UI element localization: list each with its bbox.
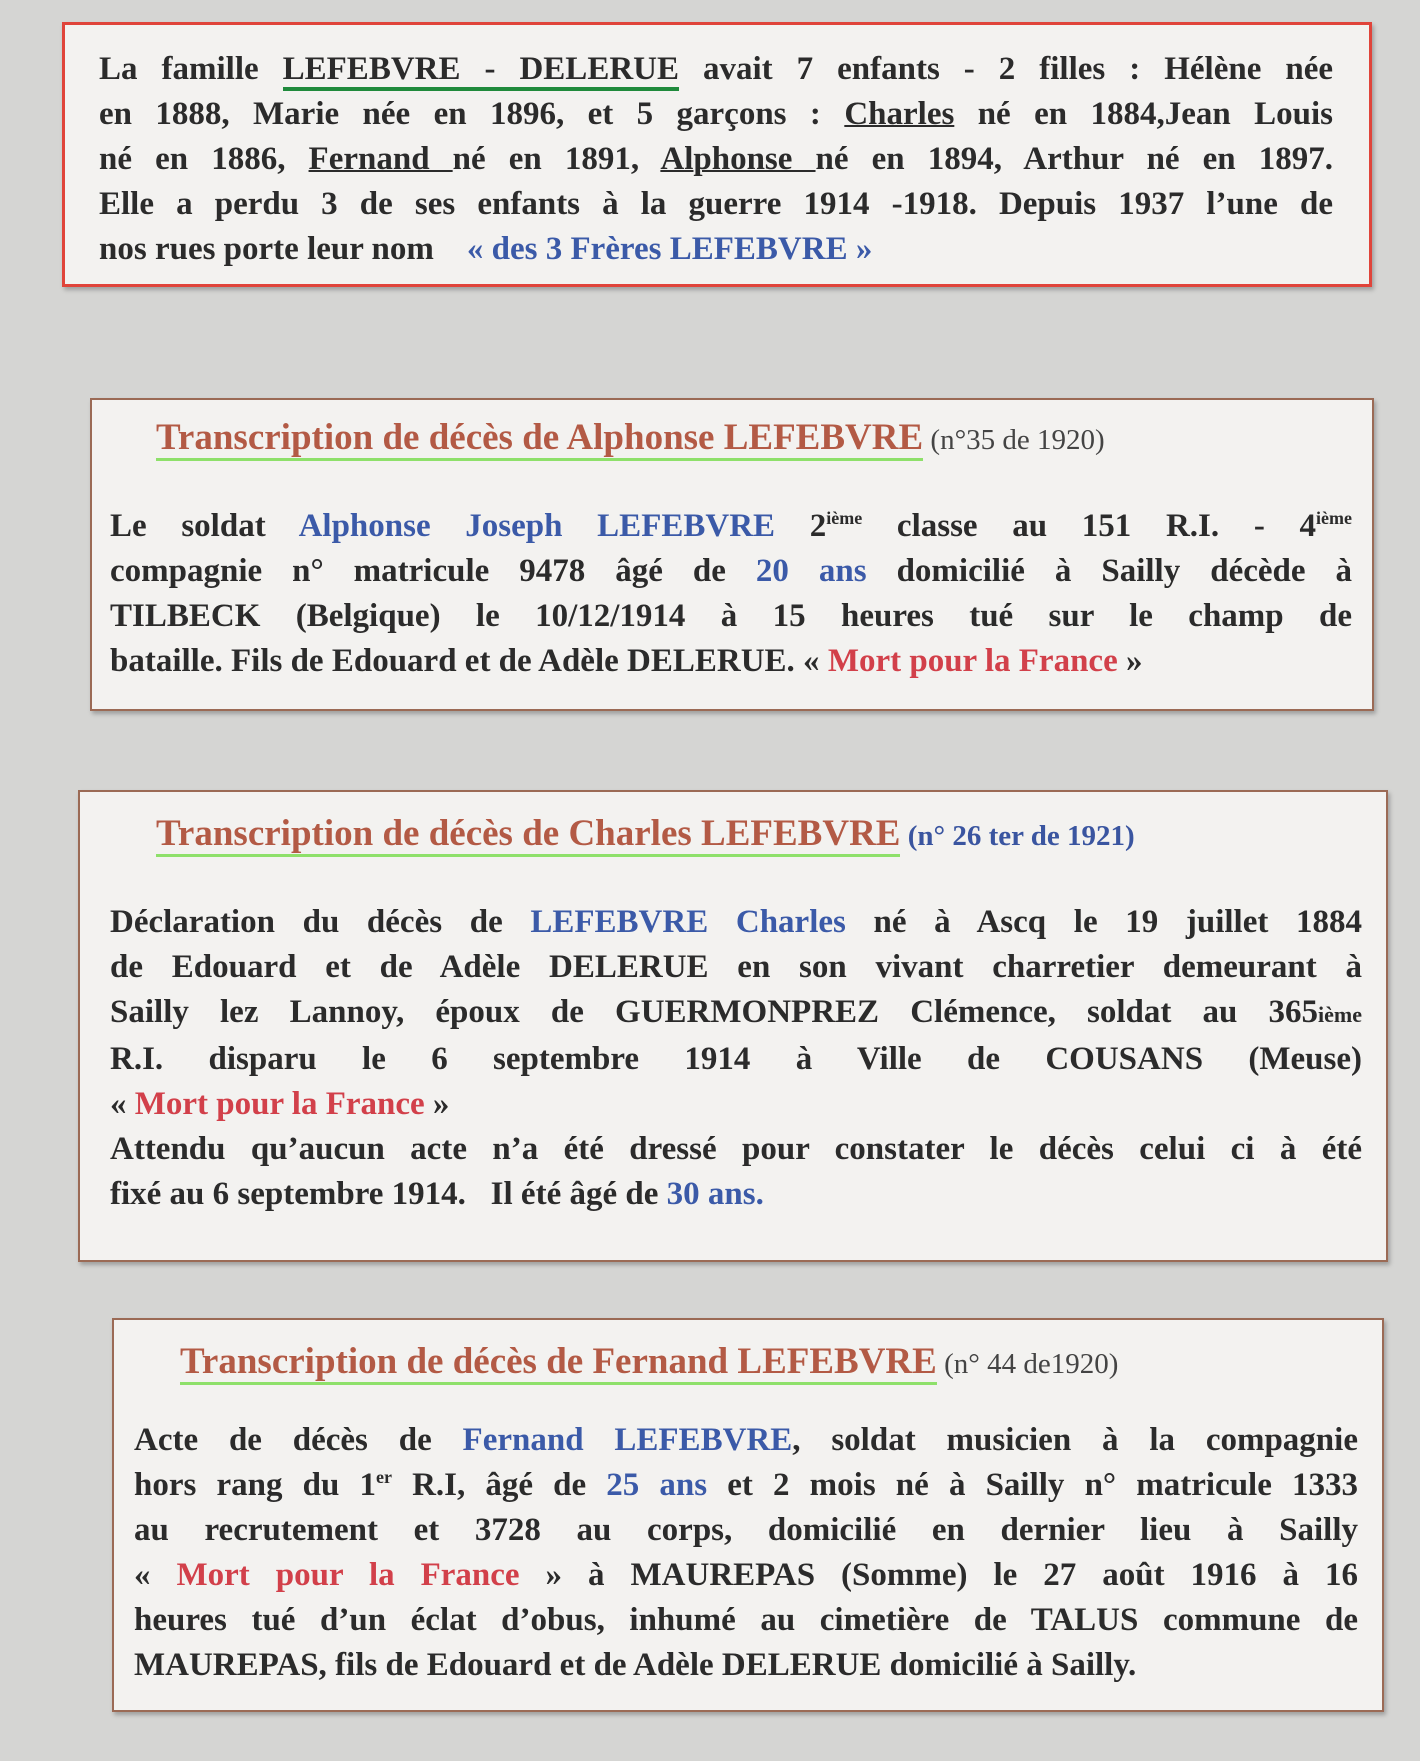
text-segment: Déclaration du décès de bbox=[110, 904, 531, 940]
highlighted-text: LEFEBVRE Charles bbox=[530, 904, 846, 940]
text-segment: ième bbox=[826, 508, 863, 528]
text-segment: compagnie n° matricule 9478 âgé de bbox=[110, 553, 756, 589]
text-segment: R.I. disparu le 6 septembre 1914 à Ville de COUSANS (Meuse) bbox=[110, 1041, 1362, 1077]
text-segment: fixé au 6 septembre 1914. Il été âgé de bbox=[110, 1176, 667, 1212]
text-segment: TILBECK (Belgique) le 10/12/1914 à 15 heures tué sur le champ de bbox=[110, 598, 1352, 634]
text-segment: MAUREPAS, fils de Edouard et de Adèle DELERUE domicilié à Sailly. bbox=[134, 1647, 1137, 1683]
text-segment: » bbox=[424, 1086, 450, 1122]
text-segment: né en 1884,Jean Louis bbox=[954, 96, 1334, 132]
highlighted-text: 25 ans bbox=[606, 1467, 708, 1503]
text-line bbox=[99, 182, 1333, 227]
text-segment: Attendu qu’aucun acte n’a été dressé pour constater le décès celui ci à été bbox=[110, 1131, 1362, 1167]
mort-pour-la-france: Mort pour la France bbox=[176, 1557, 520, 1593]
text-line bbox=[110, 1037, 1362, 1082]
text-segment: ième bbox=[1316, 508, 1352, 528]
text-segment: Sailly lez Lannoy, époux de GUERMONPREZ Clémence, soldat au 365 bbox=[110, 994, 1319, 1030]
text-segment: La famille bbox=[99, 51, 283, 87]
charles-death-card bbox=[78, 790, 1388, 1262]
text-line bbox=[110, 549, 1352, 594]
intro-text bbox=[99, 47, 1333, 272]
text-segment: né en 1894, Arthur né en 1897. bbox=[815, 141, 1334, 177]
title-text: Transcription de décès de Fernand LEFEBVRE bbox=[180, 1341, 937, 1385]
text-segment: Fernand bbox=[308, 141, 453, 177]
text-segment: en 1888, Marie née en 1896, et 5 garçons : bbox=[99, 96, 845, 132]
highlighted-text: « des 3 Frères LEFEBVRE » bbox=[466, 231, 873, 267]
text-segment: Alphonse bbox=[660, 141, 816, 177]
text-segment: de Edouard et de Adèle DELERUE en son vivant charretier demeurant à bbox=[110, 949, 1362, 985]
highlighted-text: Fernand LEFEBVRE bbox=[462, 1422, 793, 1458]
text-segment: né à Ascq le 19 juillet 1884 bbox=[845, 904, 1363, 940]
family-intro-card bbox=[62, 22, 1372, 287]
text-segment: « bbox=[110, 1086, 135, 1122]
text-line bbox=[134, 1643, 1358, 1688]
text-line bbox=[110, 1082, 1362, 1127]
mort-pour-la-france: Mort pour la France bbox=[134, 1086, 425, 1122]
text-segment: au recrutement et 3728 au corps, domicilié en dernier lieu à Sailly bbox=[134, 1512, 1358, 1548]
text-segment: classe au 151 R.I. - 4 bbox=[862, 508, 1317, 544]
fernand-text bbox=[134, 1418, 1358, 1688]
record-number: (n°35 de 1920) bbox=[923, 424, 1105, 456]
text-line bbox=[110, 900, 1362, 945]
card-title bbox=[180, 1338, 1358, 1388]
record-number: (n° 44 de1920) bbox=[936, 1348, 1119, 1380]
text-segment: » à MAUREPAS (Somme) le 27 août 1916 à 16 bbox=[519, 1557, 1358, 1593]
text-segment: Acte de décès de bbox=[134, 1422, 463, 1458]
text-segment: nos rues porte leur nom bbox=[99, 231, 467, 267]
text-line bbox=[110, 639, 1352, 684]
text-segment: » bbox=[1117, 643, 1143, 679]
text-line bbox=[134, 1418, 1358, 1463]
text-segment: et 2 mois né à Sailly n° matricule 1333 bbox=[707, 1467, 1358, 1503]
record-number: (n° 26 ter de 1921) bbox=[900, 820, 1135, 852]
text-segment: 2 bbox=[775, 508, 827, 544]
text-segment: LEFEBVRE - DELERUE bbox=[283, 51, 679, 91]
text-line bbox=[99, 137, 1333, 182]
text-line bbox=[110, 990, 1362, 1037]
text-segment: Le soldat bbox=[110, 508, 299, 544]
highlighted-text: 30 ans. bbox=[666, 1176, 764, 1212]
text-segment: Elle a perdu 3 de ses enfants à la guerre 1914 -1918. Depuis 1937 l’une de bbox=[99, 186, 1333, 222]
text-line bbox=[110, 1172, 1362, 1217]
text-line bbox=[134, 1598, 1358, 1643]
text-segment: er bbox=[375, 1467, 392, 1487]
fernand-death-card bbox=[112, 1318, 1384, 1712]
text-line bbox=[134, 1553, 1358, 1598]
text-segment: Charles bbox=[844, 96, 955, 132]
text-segment: avait 7 enfants - 2 filles : Hélène née bbox=[679, 51, 1333, 87]
text-segment: , soldat musicien à la compagnie bbox=[792, 1422, 1358, 1458]
text-segment: bataille. Fils de Edouard et de Adèle DELERUE. « bbox=[110, 643, 828, 679]
text-segment: « bbox=[134, 1557, 177, 1593]
title-text: Transcription de décès de Charles LEFEBVRE bbox=[156, 813, 900, 857]
text-line bbox=[134, 1463, 1358, 1508]
text-segment: né en 1891, bbox=[452, 141, 661, 177]
charles-text bbox=[110, 900, 1362, 1217]
text-line bbox=[110, 945, 1362, 990]
text-segment: domicilié à Sailly décède à bbox=[866, 553, 1352, 589]
highlighted-text: 20 ans bbox=[755, 553, 867, 589]
mort-pour-la-france: Mort pour la France bbox=[827, 643, 1118, 679]
text-line bbox=[99, 47, 1333, 92]
text-segment: ième bbox=[1318, 1002, 1362, 1027]
text-segment: né en 1886, bbox=[99, 141, 309, 177]
text-line bbox=[110, 594, 1352, 639]
text-line bbox=[110, 1127, 1362, 1172]
title-text: Transcription de décès de Alphonse LEFEBVRE bbox=[156, 417, 923, 461]
text-segment: hors rang du 1 bbox=[134, 1467, 376, 1503]
text-segment: heures tué d’un éclat d’obus, inhumé au cimetière de TALUS commune de bbox=[134, 1602, 1358, 1638]
text-line bbox=[99, 227, 1333, 272]
alphonse-text bbox=[110, 504, 1352, 684]
alphonse-death-card bbox=[90, 398, 1374, 711]
text-line bbox=[110, 504, 1352, 549]
text-line bbox=[99, 92, 1333, 137]
text-segment: R.I, âgé de bbox=[391, 1467, 607, 1503]
card-title bbox=[156, 810, 1362, 860]
card-title bbox=[156, 414, 1352, 464]
highlighted-text: Alphonse Joseph LEFEBVRE bbox=[298, 508, 776, 544]
text-line bbox=[134, 1508, 1358, 1553]
